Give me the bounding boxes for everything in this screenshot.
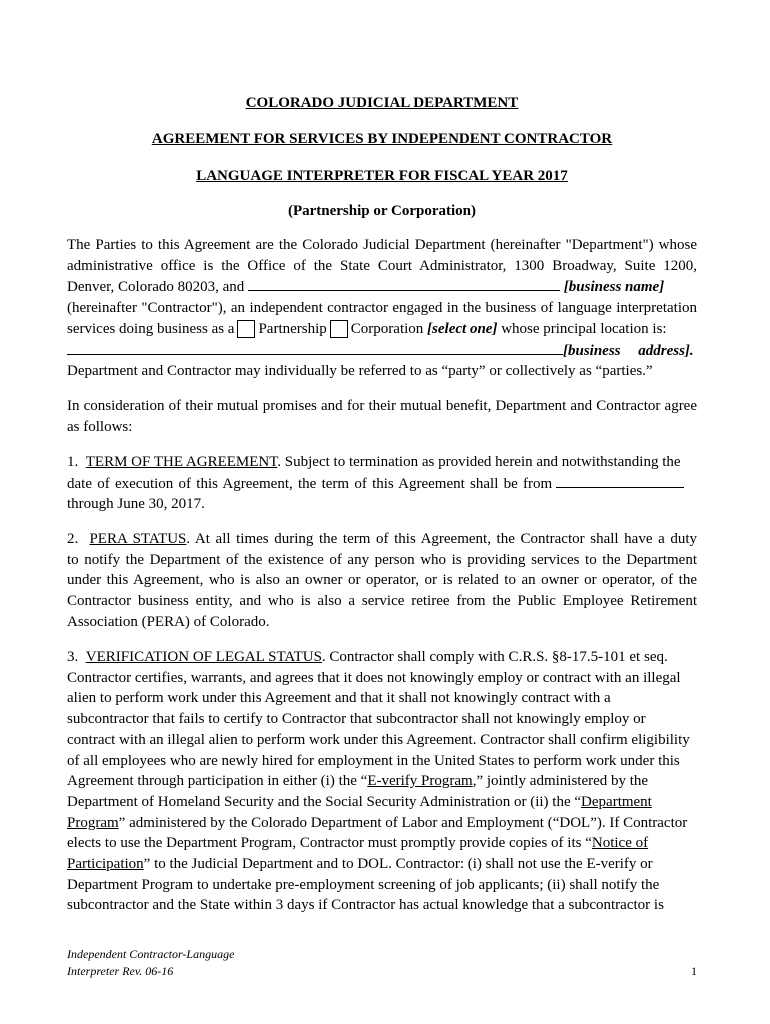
section-heading: VERIFICATION OF LEGAL STATUS xyxy=(85,649,322,665)
entity-type-heading: (Partnership or Corporation) xyxy=(287,203,477,219)
intro-line: services doing business as a Partnership Corporation [select one] whose principal location is: xyxy=(67,320,667,337)
intro-line: administrative office is the Office of the State Court Administrator, 1300 Broadway, Suite 1200, xyxy=(67,257,697,274)
document-subtitle: AGREEMENT FOR SERVICES BY INDEPENDENT CONTRACTOR xyxy=(151,131,613,147)
page-number: 1 xyxy=(691,964,697,978)
business-name-blank[interactable] xyxy=(248,276,560,291)
business-address-blank[interactable] xyxy=(67,340,563,355)
business-name-label: [business name] xyxy=(563,279,665,296)
footer-doc-id: Independent Contractor-Language Interpreter Rev. 06-16 xyxy=(67,947,235,978)
notice-of-participation-term: Participation xyxy=(67,856,144,873)
fiscal-year-heading: LANGUAGE INTERPRETER FOR FISCAL YEAR 2017 xyxy=(196,168,568,184)
corporation-checkbox[interactable] xyxy=(330,320,348,338)
intro-paragraph xyxy=(67,235,697,382)
intro-line: Denver, Colorado 80203, and [business name] xyxy=(67,276,697,298)
document-page xyxy=(67,0,697,1024)
partnership-label: Partnership xyxy=(258,320,327,337)
section-legal-status: 3. VERIFICATION OF LEGAL STATUS. Contractor shall comply with C.R.S. §8-17.5-101 et seq. Contractor certifies, warrants, and agrees that it does not knowingly employ or contract with an illegal alien to perform work under this Agreement and that it shall not knowingly contract with a subcontractor that fails to certify to Contractor that subcontractor shall not knowingly employ or contract with an illegal alien to perform work under this Agreement. Contractor shall confirm eligibility of all employees who are newly hired for employment in the United States to perform work under this Agreement through participation in either (i) the “E-verify Program,” jointly administered by the Department of Homeland Security and the Social Security Administration or (ii) the “Department Program” administered by the Colorado Department of Labor and Employment (“DOL”). If Contractor elects to use the Department Program, Contractor must promptly provide copies of its “Notice of Participation” to the Judicial Department and to DOL. Contractor: (i) shall not use the E-verify or Department Program to undertake pre-employment screening of job applicants; (ii) shall notify the subcontractor and the State within 3 days if Contractor has actual knowledge that a subcontractor is xyxy=(67,649,690,914)
intro-line: The Parties to this Agreement are the Colorado Judicial Department (hereinafter "Department") whose xyxy=(67,237,697,253)
department-program-term: Department xyxy=(581,793,652,810)
section-heading: PERA STATUS xyxy=(89,531,187,547)
partnership-checkbox[interactable] xyxy=(237,320,255,338)
notice-of-participation-term: Notice of xyxy=(591,835,649,852)
section-heading: TERM OF THE AGREEMENT xyxy=(85,454,278,470)
department-program-term: Program xyxy=(67,814,119,831)
section-term: 1. TERM OF THE AGREEMENT. Subject to termination as provided herein and notwithstanding the date of execution of this Agreement, the term of this Agreement shall be from through June 30, 2017. xyxy=(67,452,697,515)
corporation-label: Corporation xyxy=(350,320,424,337)
business-address-label: [business address]. xyxy=(563,342,694,359)
intro-line xyxy=(67,340,697,362)
everify-program-link: E-verify Program xyxy=(367,773,473,790)
consideration-paragraph: In consideration of their mutual promises and for their mutual benefit, Department and Contractor agree as follows: xyxy=(67,398,697,435)
document-title: COLORADO JUDICIAL DEPARTMENT xyxy=(245,95,519,111)
intro-line: (hereinafter "Contractor"), an independent contractor engaged in the business of language interpretation xyxy=(67,300,697,317)
start-date-blank[interactable] xyxy=(556,473,684,488)
section-pera-status: 2. PERA STATUS. At all times during the term of this Agreement, the Contractor shall have a duty to notify the Department of the existence of any person who is providing services to the Department under this Agreement, who is also an owner or operator, or is related to an owner or operator, of the Contractor business entity, and who is also a service retiree from the Public Employee Retirement Association (PERA) of Colorado. xyxy=(67,531,698,630)
intro-line: Department and Contractor may individually be referred to as “party” or collectively as “parties.” xyxy=(67,363,653,380)
